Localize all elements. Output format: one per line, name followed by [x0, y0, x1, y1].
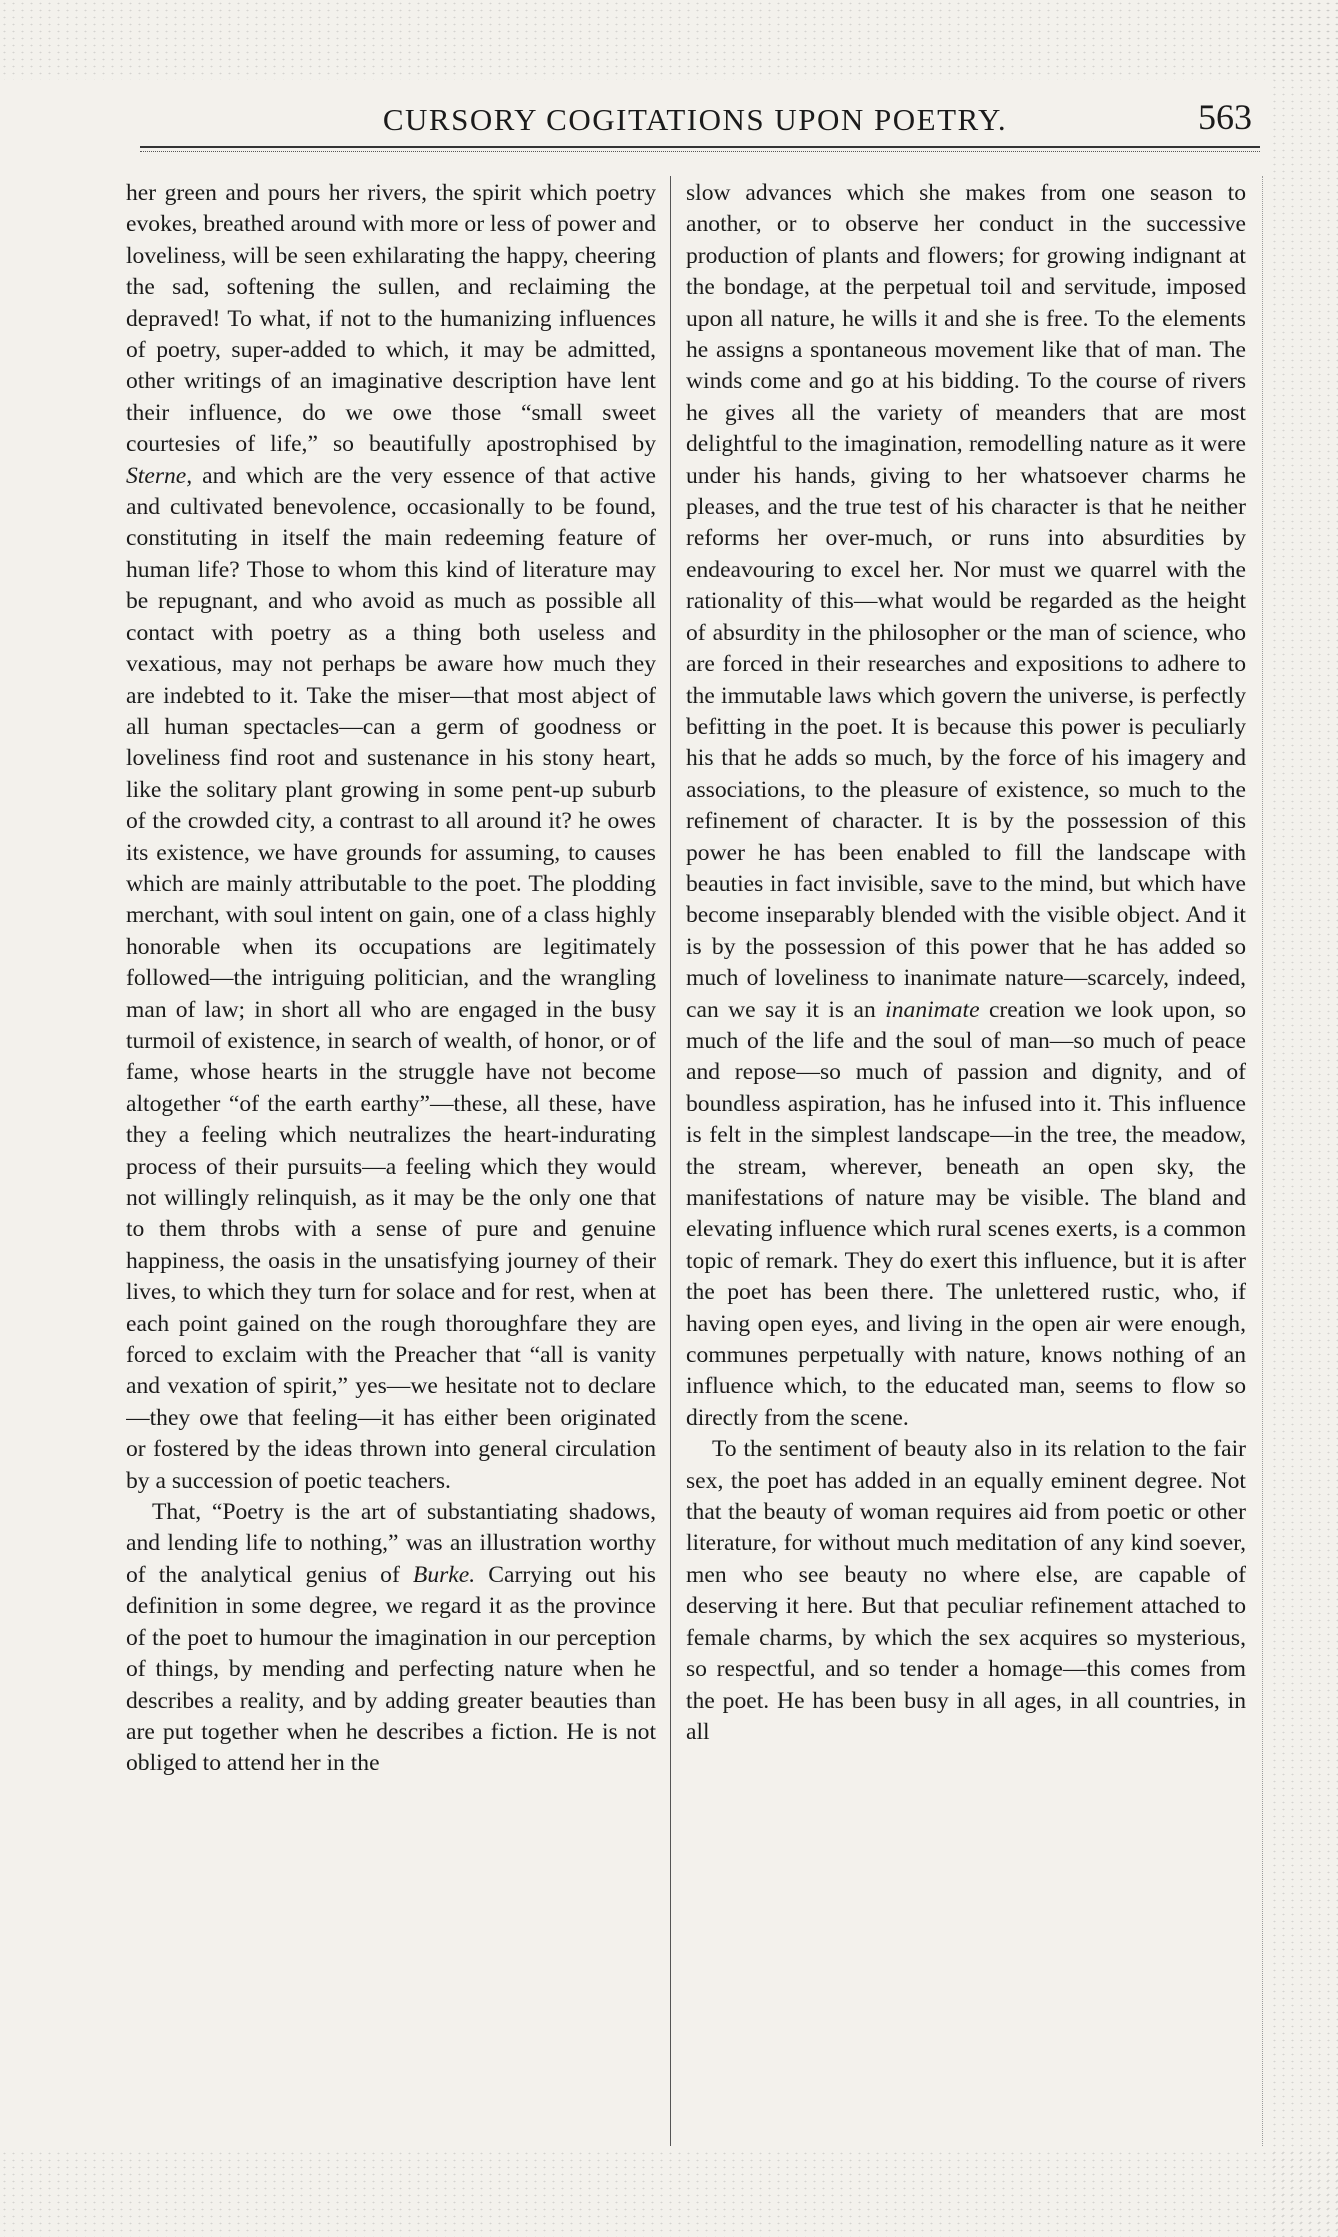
left-p2b-text: Carrying out his definition in some degree, we regard it as the province of the poet to humour the imagination in our perception of things, by mending and perfecting nature when he describes a reality, and by adding greater beauties than are put together when he describes a fiction. He is not obliged to attend her in the — [126, 1561, 656, 1777]
right-paragraph-2 — [686, 1434, 1246, 1748]
right-paragraph-1 — [686, 178, 1246, 1434]
scan-noise-right — [1270, 0, 1338, 2237]
right-p2-text: To the sentiment of beauty also in its relation to the fair sex, the poet has added in an equally eminent degree. Not that the beauty of woman requires aid from poetic or other literature, for without much meditation of any kind soever, men who see beauty no where else, are capable of deserving it here. But that peculiar refinement attached to female charms, by which the sex acquires so mysterious, so respectful, and so tender a homage—this comes from the poet. He has been busy in all ages, in all countries, in all — [686, 1436, 1246, 1745]
scan-noise-top — [0, 0, 1338, 80]
header-rule-dotted — [140, 151, 1260, 152]
column-divider — [670, 176, 671, 2146]
left-p1-italic: Sterne, — [126, 462, 193, 489]
left-column — [126, 178, 656, 2178]
running-head: CURSORY COGITATIONS UPON POETRY. — [382, 102, 1008, 137]
left-p2-text: That, “Poetry is the art of substantiating shadows, and lending life to nothing,” was an illustration worthy of the analytical genius of — [126, 1499, 656, 1588]
left-paragraph-1 — [126, 178, 656, 1497]
left-p1-text: her green and pours her rivers, the spirit which poetry evokes, breathed around with more or less of power and loveliness, will be seen exhilarating the happy, cheering the sad, softening the sullen, and reclaiming the depraved! To what, if not to the humanizing influences of poetry, super-added to which, it may be admitted, other writings of an imaginative description have lent their influence, do we owe those “small sweet courtesies of life,” so beautifully apostrophised by — [126, 180, 656, 458]
right-p1b-text: creation we look upon, so much of the life and the soul of man—so much of peace and repose—so much of passion and dignity, and of boundless aspiration, has he infused into it. This influence is felt in the simplest landscape—in the tree, the meadow, the stream, wherever, beneath an open sky, the manifestations of nature may be visible. The bland and elevating influence which rural scenes exerts, is a common topic of remark. They do exert this influence, but it is after the poet has been there. The unlettered rustic, who, if having open eyes, and living in the open air were enough, communes perpetually with nature, knows nothing of an influence which, to the educated man, seems to flow so directly from the scene. — [686, 996, 1246, 1431]
right-margin-line — [1262, 176, 1263, 2146]
left-paragraph-2 — [126, 1497, 656, 1780]
right-p1-text: slow advances which she makes from one season to another, or to observe her conduct in the successive production of plants and flowers; for growing indignant at the bondage, at the perpetual toil and servitude, imposed upon all nature, he wills it and she is free. To the elements he assigns a spontaneous movement like that of man. The winds come and go at his bidding. To the course of rivers he gives all the variety of meanders that are most delightful to the imagination, remodelling nature as it were under his hands, giving to her whatsoever charms he pleases, and the true test of his character is that he neither reforms her over-much, or runs into absurdities by endeavouring to excel her. Nor must we quarrel with the rationality of this—what would be regarded as the height of absurdity in the philosopher or the man of science, who are forced in their researches and expositions to adhere to the immutable laws which govern the universe, is perfectly befitting in the poet. It is because this power is peculiarly his that he adds so much, by the force of his imagery and associations, to the pleasure of existence, so much to the refinement of character. It is by the possession of this power he has been enabled to fill the landscape with beauties in fact invisible, save to the mind, but which have become inseparably blended with the visible object. And it is by the possession of this power that he has added so much of loveliness to inanimate nature—scarcely, indeed, can we say it is an — [686, 180, 1246, 1023]
header-rule — [140, 146, 1260, 148]
page-header — [130, 96, 1260, 146]
left-p2-italic: Burke. — [412, 1561, 476, 1588]
right-p1-italic: inanimate — [885, 996, 980, 1023]
page-number: 563 — [1198, 97, 1252, 137]
right-column — [686, 178, 1246, 2178]
left-p1b-text: and which are the very essence of that active and cultivated benevolence, occasionally to be found, constituting in itself the main redeeming feature of human life? Those to whom this kind of literature may be repugnant, and who avoid as much as possible all contact with poetry as a thing both useless and vexatious, may not perhaps be aware how much they are indebted to it. Take the miser—that most abject of all human spectacles—can a germ of goodness or loveliness find root and sustenance in his stony heart, like the solitary plant growing in some pent-up suburb of the crowded city, a contrast to all around it? he owes its existence, we have grounds for assuming, to causes which are mainly attributable to the poet. The plodding merchant, with soul intent on gain, one of a class highly honorable when its occupations are legitimately followed—the intriguing politician, and the wrangling man of law; in short all who are engaged in the busy turmoil of existence, in search of wealth, of honor, or of fame, whose hearts in the struggle have not become altogether “of the earth earthy”—these, all these, have they a feeling which neutralizes the heart-indurating process of their pursuits—a feeling which they would not willingly relinquish, as it may be the only one that to them throbs with a sense of pure and genuine happiness, the oasis in the unsatisfying journey of their lives, to which they turn for solace and for rest, when at each point gained on the rough thoroughfare they are forced to exclaim with the Preacher that “all is vanity and vexation of spirit,” yes—we hesitate not to declare—they owe that feeling—it has either been originated or fostered by the ideas thrown into general circulation by a succession of poetic teachers. — [126, 462, 656, 1494]
